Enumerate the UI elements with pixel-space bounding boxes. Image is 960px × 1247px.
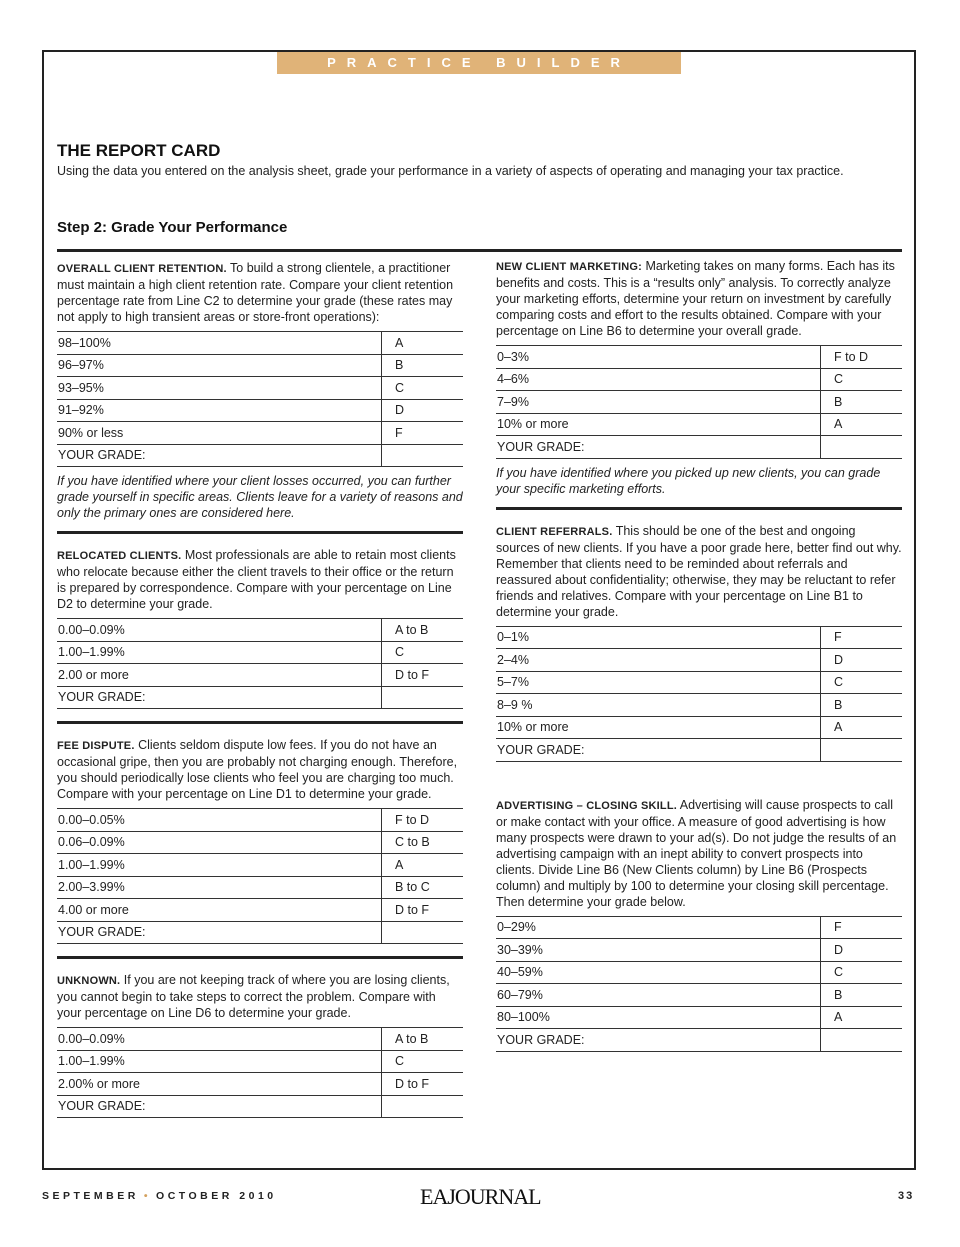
your-grade-field[interactable] (382, 444, 464, 467)
grade-cell: C (382, 1050, 464, 1073)
table-row (496, 694, 902, 717)
client-referrals-desc (496, 523, 902, 620)
table-row (57, 399, 463, 422)
table-row (57, 377, 463, 400)
grade-cell: F to D (382, 809, 464, 832)
range-cell: 5–7% (496, 671, 821, 694)
grade-cell: D (821, 939, 903, 962)
grade-cell: F to D (821, 346, 903, 369)
range-cell: 1.00–1.99% (57, 854, 382, 877)
grade-cell: A (382, 332, 464, 355)
grade-cell: A (382, 854, 464, 877)
table-row (496, 916, 902, 939)
section-text: This should be one of the best and ongoing sources of new clients. If you have a poor grade here, better find out why. Remember that clients need to be reminded about referrals and reassured about confidentiality; otherwise, they may be reluctant to refer friends and relatives. Compare with your percentage on Line B1 to determine your grade. (496, 523, 902, 619)
table-row (496, 626, 902, 649)
grade-cell: A (821, 716, 903, 739)
range-cell: 7–9% (496, 391, 821, 414)
unknown-table (57, 1027, 463, 1118)
table-row (496, 649, 902, 672)
section-text: Marketing takes on many forms. Each has its benefits and costs. This is a “results only” analysis. To correctly analyze your marketing efforts, determine your return on investment by carefully comparing costs and effort to the results obtained. Compare with your percentage on Line B6 to determine your overall grade. (496, 259, 895, 338)
range-cell: 80–100% (496, 1006, 821, 1029)
range-cell: 40–59% (496, 961, 821, 984)
section-lead: ADVERTISING – CLOSING SKILL. (496, 799, 678, 812)
table-row (57, 1050, 463, 1073)
advertising-closing-skill-table (496, 916, 902, 1052)
page-number: 33 (898, 1190, 915, 1202)
your-grade-label: YOUR GRADE: (57, 1095, 382, 1118)
range-cell: 0.00–0.09% (57, 619, 382, 642)
new-client-marketing-section (496, 258, 902, 510)
range-cell: 0.00–0.09% (57, 1028, 382, 1051)
section-lead: CLIENT REFERRALS. (496, 525, 613, 538)
grade-cell: F (382, 422, 464, 445)
table-row (57, 619, 463, 642)
your-grade-row (57, 1095, 463, 1118)
table-row (496, 671, 902, 694)
table-row (57, 332, 463, 355)
grade-cell: C (821, 368, 903, 391)
table-row (496, 368, 902, 391)
eajournal-logo: EAJOURNAL (420, 1184, 541, 1209)
section-divider (57, 956, 463, 959)
new-client-marketing-note: If you have identified where you picked up new clients, you can grade your specific marketing efforts. (496, 465, 881, 496)
advertising-closing-skill-section (496, 797, 902, 1052)
range-cell: 91–92% (57, 399, 382, 422)
range-cell: 0–1% (496, 626, 821, 649)
table-row (57, 809, 463, 832)
your-grade-row (57, 921, 463, 944)
table-row (496, 413, 902, 436)
section-divider (57, 721, 463, 724)
page-title: THE REPORT CARD (57, 141, 221, 160)
grade-cell: F (821, 916, 903, 939)
overall-client-retention-section (57, 260, 463, 534)
your-grade-row (57, 444, 463, 467)
table-row (496, 346, 902, 369)
practice-builder-banner: PRACTICE BUILDER (277, 52, 681, 74)
section-divider (496, 507, 902, 510)
grade-cell: C to B (382, 831, 464, 854)
grade-cell: C (821, 671, 903, 694)
client-referrals-table (496, 626, 902, 762)
your-grade-field[interactable] (382, 921, 464, 944)
grade-cell: D (821, 649, 903, 672)
grade-cell: B to C (382, 876, 464, 899)
grade-cell: B (821, 694, 903, 717)
your-grade-label: YOUR GRADE: (57, 444, 382, 467)
footer-dot-separator: • (143, 1190, 152, 1202)
range-cell: 1.00–1.99% (57, 641, 382, 664)
intro-text: Using the data you entered on the analysis sheet, grade your performance in a variety of aspects of operating and managing your tax practice. (57, 164, 844, 178)
section-text: If you are not keeping track of where you are losing clients, you cannot begin to take steps to correct the problem. Compare with your percentage on Line D6 to determine your grade. (57, 973, 450, 1020)
footer-issue-date (42, 1190, 277, 1202)
table-row (57, 899, 463, 922)
section-lead: FEE DISPUTE. (57, 740, 135, 752)
overall-client-retention-table (57, 331, 463, 467)
section-lead: NEW CLIENT MARKETING: (496, 261, 642, 273)
table-row (496, 984, 902, 1007)
section-text: Most professionals are able to retain most clients who relocate because either the client travels to their office or the return is prepared by correspondence. Compare with your percentage on Line D2 to determine your grade. (57, 548, 456, 611)
table-row (57, 422, 463, 445)
table-row (57, 664, 463, 687)
range-cell: 93–95% (57, 377, 382, 400)
grade-cell: D (382, 399, 464, 422)
grade-cell: B (821, 984, 903, 1007)
range-cell: 2.00 or more (57, 664, 382, 687)
your-grade-row (496, 1029, 902, 1052)
your-grade-field[interactable] (382, 1095, 464, 1118)
grade-cell: F (821, 626, 903, 649)
section-lead: UNKNOWN. (57, 975, 121, 987)
your-grade-field[interactable] (821, 1029, 903, 1052)
your-grade-field[interactable] (382, 686, 464, 709)
range-cell: 0–3% (496, 346, 821, 369)
table-row (57, 831, 463, 854)
grade-cell: D to F (382, 664, 464, 687)
your-grade-row (496, 739, 902, 762)
range-cell: 60–79% (496, 984, 821, 1007)
table-row (57, 1028, 463, 1051)
your-grade-label: YOUR GRADE: (57, 921, 382, 944)
section-lead: RELOCATED CLIENTS. (57, 550, 182, 562)
range-cell: 0–29% (496, 916, 821, 939)
advertising-closing-skill-desc (496, 797, 902, 910)
range-cell: 96–97% (57, 354, 382, 377)
your-grade-row (57, 686, 463, 709)
your-grade-label: YOUR GRADE: (57, 686, 382, 709)
title-divider (57, 249, 902, 252)
range-cell: 0.06–0.09% (57, 831, 382, 854)
range-cell: 10% or more (496, 413, 821, 436)
table-row (57, 854, 463, 877)
table-row (496, 391, 902, 414)
range-cell: 1.00–1.99% (57, 1050, 382, 1073)
relocated-clients-table (57, 618, 463, 709)
overall-client-retention-desc (57, 260, 463, 325)
fee-dispute-section (57, 737, 463, 959)
new-client-marketing-desc (496, 258, 902, 339)
range-cell: 30–39% (496, 939, 821, 962)
table-row (57, 641, 463, 664)
grade-cell: D to F (382, 899, 464, 922)
table-row (496, 961, 902, 984)
range-cell: 4–6% (496, 368, 821, 391)
fee-dispute-desc (57, 737, 463, 802)
range-cell: 90% or less (57, 422, 382, 445)
unknown-desc (57, 972, 463, 1021)
footer-month-year: OCTOBER 2010 (156, 1190, 277, 1202)
table-row (496, 1006, 902, 1029)
grade-cell: C (382, 377, 464, 400)
client-referrals-section (496, 523, 902, 784)
table-row (496, 939, 902, 962)
footer-month: SEPTEMBER (42, 1190, 139, 1202)
new-client-marketing-table (496, 345, 902, 459)
step-title: Step 2: Grade Your Performance (57, 219, 288, 236)
grade-cell: A (821, 1006, 903, 1029)
table-row (57, 876, 463, 899)
fee-dispute-table (57, 808, 463, 944)
relocated-clients-desc (57, 547, 463, 612)
range-cell: 0.00–0.05% (57, 809, 382, 832)
left-column (57, 260, 463, 1131)
your-grade-field[interactable] (821, 739, 903, 762)
overall-client-retention-note: If you have identified where your client losses occurred, you can further grade yourself in specific areas. Clients leave for a variety of reasons and only the primary ones are considered here. (57, 474, 463, 520)
table-row (57, 354, 463, 377)
grade-cell: C (821, 961, 903, 984)
your-grade-label: YOUR GRADE: (496, 1029, 821, 1052)
range-cell: 8–9 % (496, 694, 821, 717)
grade-cell: D to F (382, 1073, 464, 1096)
range-cell: 10% or more (496, 716, 821, 739)
relocated-clients-section (57, 547, 463, 724)
range-cell: 4.00 or more (57, 899, 382, 922)
range-cell: 2–4% (496, 649, 821, 672)
grade-cell: C (382, 641, 464, 664)
section-text: Clients seldom dispute low fees. If you do not have an occasional gripe, then you are probably not charging enough. Therefore, you should periodically lose clients who feel you are charging too much. Compare with your percentage on Line D1 to determine your grade. (57, 738, 458, 801)
grade-cell: B (382, 354, 464, 377)
your-grade-row (496, 436, 902, 459)
grade-cell: B (821, 391, 903, 414)
unknown-section (57, 972, 463, 1118)
table-row (57, 1073, 463, 1096)
your-grade-field[interactable] (821, 436, 903, 459)
your-grade-label: YOUR GRADE: (496, 436, 821, 459)
section-divider (57, 531, 463, 534)
grade-cell: A to B (382, 1028, 464, 1051)
grade-cell: A to B (382, 619, 464, 642)
range-cell: 2.00% or more (57, 1073, 382, 1096)
range-cell: 2.00–3.99% (57, 876, 382, 899)
table-row (496, 716, 902, 739)
section-lead: OVERALL CLIENT RETENTION. (57, 263, 227, 275)
section-text: Advertising will cause prospects to call or make contact with your office. A measure of good advertising is how many prospects were drawn to your ad(s). Do not judge the results of an advertising campaign with an inept ability to convert prospects into clients. Divide Line B6 (New Clients column) by Line B6 (Prospects column) and multiply by 100 to determine your closing skill percentage. Then determine your grade below. (496, 797, 897, 909)
section-text: To build a strong clientele, a practitioner must maintain a high client retention rate. Compare your client retention percentage rate from Line C2 to determine your grade (these rates may not apply to high transient areas or store-front operations): (57, 261, 454, 324)
grade-cell: A (821, 413, 903, 436)
range-cell: 98–100% (57, 332, 382, 355)
your-grade-label: YOUR GRADE: (496, 739, 821, 762)
right-column (496, 258, 902, 1065)
